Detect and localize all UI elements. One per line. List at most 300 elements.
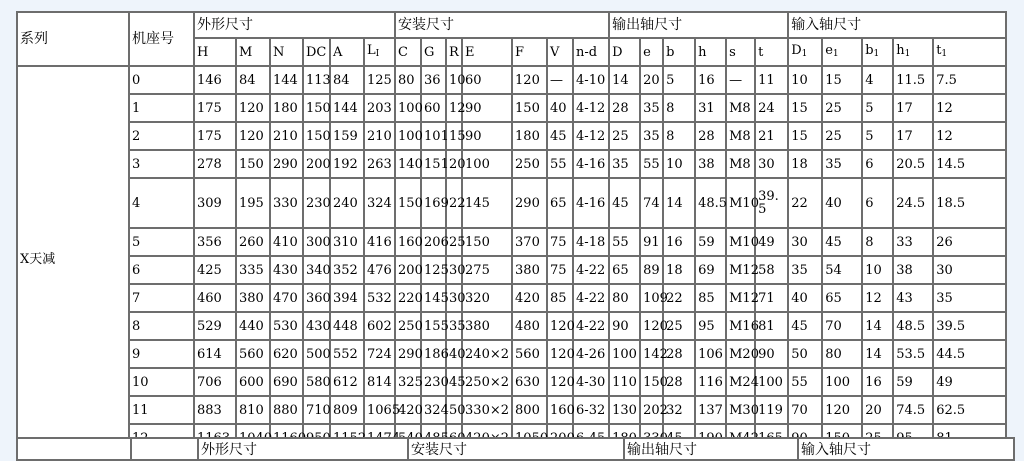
value-cell: 263 bbox=[364, 150, 395, 178]
value-cell: 137 bbox=[695, 396, 726, 424]
value-cell: 106 bbox=[695, 340, 726, 368]
table-row bbox=[17, 94, 1006, 122]
value-cell: 8 bbox=[862, 228, 893, 256]
value-cell: 80 bbox=[822, 340, 862, 368]
value-cell: 85 bbox=[695, 284, 726, 312]
ghost-group-cell: 输出轴尺寸 bbox=[624, 438, 798, 460]
column-symbol: A bbox=[333, 44, 343, 60]
value-cell: 100 bbox=[462, 150, 512, 178]
value-cell: 12 bbox=[933, 122, 1006, 150]
table-row bbox=[17, 150, 1006, 178]
value-cell: 80 bbox=[609, 284, 640, 312]
table-row bbox=[17, 284, 1006, 312]
value-cell: 40 bbox=[446, 340, 462, 368]
value-cell: 8 bbox=[663, 122, 695, 150]
value-cell: 202 bbox=[640, 396, 663, 424]
value-cell: 49 bbox=[933, 368, 1006, 396]
value-cell: 15 bbox=[446, 122, 462, 150]
value-cell: 81 bbox=[755, 312, 788, 340]
value-cell: 150 bbox=[395, 178, 421, 228]
column-symbol: D bbox=[791, 42, 802, 58]
value-cell: M8 bbox=[726, 122, 755, 150]
value-cell: 20.5 bbox=[893, 150, 933, 178]
value-cell: 11.5 bbox=[893, 66, 933, 94]
column-symbol: F bbox=[515, 44, 525, 60]
value-cell: 59 bbox=[893, 368, 933, 396]
value-cell: 120 bbox=[640, 312, 663, 340]
value-cell: 290 bbox=[395, 340, 421, 368]
value-cell: 43 bbox=[893, 284, 933, 312]
column-header bbox=[462, 38, 512, 66]
value-cell: 710 bbox=[303, 396, 330, 424]
value-cell: 144 bbox=[270, 66, 303, 94]
value-cell: 150 bbox=[462, 228, 512, 256]
value-cell: 278 bbox=[194, 150, 236, 178]
value-cell: 380 bbox=[462, 312, 512, 340]
value-cell: 32 bbox=[663, 396, 695, 424]
value-cell: 529 bbox=[194, 312, 236, 340]
value-cell: 580 bbox=[303, 368, 330, 396]
table-row bbox=[17, 340, 1006, 368]
value-cell: 16 bbox=[663, 228, 695, 256]
value-cell: 335 bbox=[236, 256, 270, 284]
value-cell: 470 bbox=[270, 284, 303, 312]
value-cell: 28 bbox=[663, 368, 695, 396]
value-cell: 230 bbox=[421, 368, 446, 396]
value-cell: 360 bbox=[303, 284, 330, 312]
value-cell: 28 bbox=[695, 122, 726, 150]
value-cell: 113 bbox=[303, 66, 330, 94]
value-cell: 75 bbox=[547, 256, 573, 284]
value-cell: 146 bbox=[194, 66, 236, 94]
value-cell: 84 bbox=[330, 66, 364, 94]
group-header: 输入轴尺寸 bbox=[788, 12, 1006, 38]
value-cell: 125 bbox=[421, 256, 446, 284]
column-header bbox=[609, 38, 640, 66]
value-cell: 809 bbox=[330, 396, 364, 424]
value-cell: 95 bbox=[695, 312, 726, 340]
value-cell: 74 bbox=[640, 178, 663, 228]
column-subscript: 1 bbox=[801, 48, 808, 59]
value-cell: 30 bbox=[446, 256, 462, 284]
value-cell: M24 bbox=[726, 368, 755, 396]
value-cell: 810 bbox=[236, 396, 270, 424]
value-cell: 8 bbox=[663, 94, 695, 122]
value-cell: — bbox=[726, 66, 755, 94]
column-symbol: b bbox=[865, 42, 874, 58]
column-header bbox=[270, 38, 303, 66]
value-cell: 6 bbox=[862, 178, 893, 228]
column-symbol: D bbox=[612, 44, 623, 60]
value-cell: 250×2 bbox=[462, 368, 512, 396]
column-symbol: V bbox=[550, 44, 560, 60]
value-cell: 12 bbox=[446, 94, 462, 122]
value-cell: 324 bbox=[364, 178, 395, 228]
value-cell: 4-22 bbox=[573, 256, 609, 284]
value-cell: 50 bbox=[446, 396, 462, 424]
value-cell: 10 bbox=[862, 256, 893, 284]
value-cell: M16 bbox=[726, 312, 755, 340]
value-cell: 85 bbox=[547, 284, 573, 312]
value-cell: 250 bbox=[512, 150, 547, 178]
value-cell: 220 bbox=[395, 284, 421, 312]
table-row bbox=[17, 178, 1006, 228]
table-row bbox=[17, 66, 1006, 94]
value-cell: 45 bbox=[788, 312, 822, 340]
value-cell: 65 bbox=[822, 284, 862, 312]
value-cell: 352 bbox=[330, 256, 364, 284]
value-cell: 35 bbox=[788, 256, 822, 284]
value-cell: 706 bbox=[194, 368, 236, 396]
value-cell: 4-10 bbox=[573, 66, 609, 94]
value-cell: 24 bbox=[755, 94, 788, 122]
value-cell: 25 bbox=[663, 312, 695, 340]
column-symbol: t bbox=[758, 44, 764, 60]
value-cell: 48.5 bbox=[695, 178, 726, 228]
value-cell: 18 bbox=[663, 256, 695, 284]
column-header bbox=[395, 38, 421, 66]
value-cell: 38 bbox=[893, 256, 933, 284]
value-cell: 883 bbox=[194, 396, 236, 424]
value-cell: 10 bbox=[788, 66, 822, 94]
value-cell: 38 bbox=[695, 150, 726, 178]
column-symbol: n-d bbox=[576, 44, 598, 60]
value-cell: M12 bbox=[726, 284, 755, 312]
value-cell: 160 bbox=[395, 228, 421, 256]
frame-number-cell: 6 bbox=[129, 256, 194, 284]
value-cell: 159 bbox=[330, 122, 364, 150]
value-cell: 10 bbox=[446, 66, 462, 94]
value-cell: 6-32 bbox=[573, 396, 609, 424]
value-cell: 20 bbox=[862, 396, 893, 424]
value-cell: 4-26 bbox=[573, 340, 609, 368]
value-cell: 210 bbox=[270, 122, 303, 150]
value-cell: 160 bbox=[547, 396, 573, 424]
value-cell: 18 bbox=[788, 150, 822, 178]
value-cell: 142 bbox=[640, 340, 663, 368]
value-cell: M8 bbox=[726, 150, 755, 178]
column-header bbox=[640, 38, 663, 66]
value-cell: 560 bbox=[236, 340, 270, 368]
value-cell: 45 bbox=[547, 122, 573, 150]
spec-table-container bbox=[16, 11, 1007, 453]
column-header bbox=[236, 38, 270, 66]
column-symbol: C bbox=[398, 44, 408, 60]
column-symbol: e bbox=[825, 42, 833, 58]
column-header bbox=[862, 38, 893, 66]
value-cell: 430 bbox=[303, 312, 330, 340]
value-cell: 11 bbox=[755, 66, 788, 94]
frame-number-cell: 0 bbox=[129, 66, 194, 94]
value-cell: 4-18 bbox=[573, 228, 609, 256]
value-cell: 200 bbox=[303, 150, 330, 178]
value-cell: 39.5 bbox=[933, 312, 1006, 340]
value-cell: 532 bbox=[364, 284, 395, 312]
value-cell: 35 bbox=[609, 150, 640, 178]
value-cell: 175 bbox=[194, 122, 236, 150]
value-cell: 35 bbox=[822, 150, 862, 178]
value-cell: 100 bbox=[395, 122, 421, 150]
column-subscript: 1 bbox=[941, 48, 948, 59]
value-cell: 155 bbox=[421, 312, 446, 340]
value-cell: 55 bbox=[788, 368, 822, 396]
column-symbol: N bbox=[273, 44, 285, 60]
value-cell: 300 bbox=[303, 228, 330, 256]
frame-number-cell: 4 bbox=[129, 178, 194, 228]
value-cell: 30 bbox=[446, 284, 462, 312]
value-cell: 125 bbox=[364, 66, 395, 94]
value-cell: 5 bbox=[862, 122, 893, 150]
value-cell: 35 bbox=[933, 284, 1006, 312]
value-cell: 55 bbox=[547, 150, 573, 178]
value-cell: 21 bbox=[755, 122, 788, 150]
value-cell: 55 bbox=[640, 150, 663, 178]
value-cell: 84 bbox=[236, 66, 270, 94]
value-cell: 500 bbox=[303, 340, 330, 368]
value-cell: 416 bbox=[364, 228, 395, 256]
value-cell: 25 bbox=[822, 94, 862, 122]
value-cell: 30 bbox=[788, 228, 822, 256]
value-cell: 75 bbox=[547, 228, 573, 256]
value-cell: 14 bbox=[862, 312, 893, 340]
value-cell: 109 bbox=[640, 284, 663, 312]
value-cell: 12 bbox=[862, 284, 893, 312]
value-cell: 120 bbox=[547, 368, 573, 396]
value-cell: 203 bbox=[364, 94, 395, 122]
value-cell: M30 bbox=[726, 396, 755, 424]
value-cell: 65 bbox=[609, 256, 640, 284]
value-cell: 440 bbox=[236, 312, 270, 340]
value-cell: 530 bbox=[270, 312, 303, 340]
value-cell: 120 bbox=[512, 66, 547, 94]
value-cell: 151 bbox=[421, 150, 446, 178]
value-cell: 65 bbox=[547, 178, 573, 228]
ghost-cell bbox=[17, 438, 131, 460]
column-header bbox=[364, 38, 395, 66]
value-cell: 25 bbox=[822, 122, 862, 150]
value-cell: M20 bbox=[726, 340, 755, 368]
value-cell: 320 bbox=[462, 284, 512, 312]
value-cell: 120 bbox=[236, 94, 270, 122]
value-cell: 340 bbox=[303, 256, 330, 284]
value-cell: 80 bbox=[395, 66, 421, 94]
value-cell: 4-16 bbox=[573, 150, 609, 178]
value-cell: 120 bbox=[547, 312, 573, 340]
group-header: 输出轴尺寸 bbox=[609, 12, 788, 38]
value-cell: 116 bbox=[695, 368, 726, 396]
value-cell: 40 bbox=[547, 94, 573, 122]
value-cell: 144 bbox=[330, 94, 364, 122]
value-cell: 195 bbox=[236, 178, 270, 228]
column-symbol: e bbox=[643, 44, 651, 60]
column-header bbox=[194, 38, 236, 66]
value-cell: 35 bbox=[640, 94, 663, 122]
value-cell: 100 bbox=[755, 368, 788, 396]
value-cell: 330×2 bbox=[462, 396, 512, 424]
value-cell: 71 bbox=[755, 284, 788, 312]
value-cell: 4 bbox=[862, 66, 893, 94]
value-cell: 62.5 bbox=[933, 396, 1006, 424]
value-cell: 145 bbox=[421, 284, 446, 312]
value-cell: 560 bbox=[512, 340, 547, 368]
value-cell: 206 bbox=[421, 228, 446, 256]
value-cell: 100 bbox=[609, 340, 640, 368]
value-cell: 169 bbox=[421, 178, 446, 228]
value-cell: 16 bbox=[862, 368, 893, 396]
frame-header: 机座号 bbox=[129, 12, 194, 66]
column-header bbox=[726, 38, 755, 66]
value-cell: 28 bbox=[663, 340, 695, 368]
value-cell: 35 bbox=[640, 122, 663, 150]
column-subscript: 1 bbox=[873, 48, 880, 59]
value-cell: 150 bbox=[303, 94, 330, 122]
value-cell: 54 bbox=[822, 256, 862, 284]
value-cell: M10 bbox=[726, 178, 755, 228]
value-cell: 40 bbox=[822, 178, 862, 228]
value-cell: 53.5 bbox=[893, 340, 933, 368]
value-cell: 552 bbox=[330, 340, 364, 368]
value-cell: 59 bbox=[695, 228, 726, 256]
value-cell: 145 bbox=[462, 178, 512, 228]
column-symbol: h bbox=[896, 42, 905, 58]
value-cell: 380 bbox=[236, 284, 270, 312]
value-cell: 49 bbox=[755, 228, 788, 256]
table-row bbox=[17, 228, 1006, 256]
value-cell: 39.5 bbox=[755, 178, 788, 228]
value-cell: 690 bbox=[270, 368, 303, 396]
value-cell: 430 bbox=[270, 256, 303, 284]
column-symbol: s bbox=[729, 44, 736, 60]
value-cell: — bbox=[547, 66, 573, 94]
value-cell: 200 bbox=[395, 256, 421, 284]
value-cell: 25 bbox=[609, 122, 640, 150]
column-subscript: I bbox=[375, 48, 380, 59]
value-cell: 55 bbox=[609, 228, 640, 256]
value-cell: 58 bbox=[755, 256, 788, 284]
value-cell: 30 bbox=[755, 150, 788, 178]
value-cell: 14.5 bbox=[933, 150, 1006, 178]
frame-number-cell: 2 bbox=[129, 122, 194, 150]
value-cell: 16 bbox=[695, 66, 726, 94]
value-cell: 4-16 bbox=[573, 178, 609, 228]
value-cell: 612 bbox=[330, 368, 364, 396]
value-cell: 90 bbox=[462, 122, 512, 150]
value-cell: 356 bbox=[194, 228, 236, 256]
column-header bbox=[755, 38, 788, 66]
column-header bbox=[695, 38, 726, 66]
value-cell: 120 bbox=[236, 122, 270, 150]
value-cell: 150 bbox=[236, 150, 270, 178]
value-cell: 600 bbox=[236, 368, 270, 396]
value-cell: 480 bbox=[512, 312, 547, 340]
column-subscript: 1 bbox=[832, 48, 839, 59]
value-cell: 22 bbox=[788, 178, 822, 228]
value-cell: 260 bbox=[236, 228, 270, 256]
column-header bbox=[303, 38, 330, 66]
column-symbol: M bbox=[239, 44, 253, 60]
frame-number-cell: 11 bbox=[129, 396, 194, 424]
value-cell: 48.5 bbox=[893, 312, 933, 340]
value-cell: 60 bbox=[421, 94, 446, 122]
value-cell: 25 bbox=[446, 228, 462, 256]
column-symbol: b bbox=[666, 44, 675, 60]
value-cell: 100 bbox=[395, 94, 421, 122]
value-cell: 100 bbox=[822, 368, 862, 396]
ghost-group-cell: 安装尺寸 bbox=[408, 438, 624, 460]
value-cell: 120 bbox=[822, 396, 862, 424]
value-cell: 250 bbox=[395, 312, 421, 340]
value-cell: 30 bbox=[933, 256, 1006, 284]
value-cell: 15 bbox=[822, 66, 862, 94]
table-row bbox=[17, 312, 1006, 340]
next-table-header-partial bbox=[16, 437, 1015, 461]
value-cell: 800 bbox=[512, 396, 547, 424]
column-symbol: L bbox=[367, 42, 376, 58]
frame-number-cell: 8 bbox=[129, 312, 194, 340]
spec-table bbox=[16, 11, 1007, 453]
value-cell: 4-12 bbox=[573, 122, 609, 150]
value-cell: 290 bbox=[270, 150, 303, 178]
value-cell: 40 bbox=[788, 284, 822, 312]
value-cell: 420 bbox=[512, 284, 547, 312]
table-row bbox=[17, 256, 1006, 284]
value-cell: 45 bbox=[446, 368, 462, 396]
value-cell: 150 bbox=[640, 368, 663, 396]
value-cell: 240 bbox=[330, 178, 364, 228]
column-header bbox=[330, 38, 364, 66]
frame-number-cell: 7 bbox=[129, 284, 194, 312]
value-cell: 74.5 bbox=[893, 396, 933, 424]
value-cell: 140 bbox=[395, 150, 421, 178]
value-cell: 14 bbox=[609, 66, 640, 94]
value-cell: 230 bbox=[303, 178, 330, 228]
value-cell: 324 bbox=[421, 396, 446, 424]
value-cell: 101 bbox=[421, 122, 446, 150]
value-cell: 420 bbox=[395, 396, 421, 424]
ghost-group-cell: 输入轴尺寸 bbox=[798, 438, 1014, 460]
value-cell: 325 bbox=[395, 368, 421, 396]
value-cell: 330 bbox=[270, 178, 303, 228]
column-header bbox=[822, 38, 862, 66]
value-cell: 880 bbox=[270, 396, 303, 424]
value-cell: 35 bbox=[446, 312, 462, 340]
table-row bbox=[17, 396, 1006, 424]
series-header: 系列 bbox=[17, 12, 129, 66]
value-cell: 18.5 bbox=[933, 178, 1006, 228]
column-header bbox=[933, 38, 1006, 66]
value-cell: 620 bbox=[270, 340, 303, 368]
value-cell: 70 bbox=[788, 396, 822, 424]
value-cell: 7.5 bbox=[933, 66, 1006, 94]
value-cell: 14 bbox=[663, 178, 695, 228]
value-cell: 814 bbox=[364, 368, 395, 396]
value-cell: 476 bbox=[364, 256, 395, 284]
value-cell: 20 bbox=[640, 66, 663, 94]
value-cell: 90 bbox=[609, 312, 640, 340]
value-cell: 70 bbox=[822, 312, 862, 340]
ghost-group-cell: 外形尺寸 bbox=[198, 438, 408, 460]
value-cell: 5 bbox=[862, 94, 893, 122]
value-cell: 240×2 bbox=[462, 340, 512, 368]
value-cell: 394 bbox=[330, 284, 364, 312]
value-cell: 45 bbox=[609, 178, 640, 228]
value-cell: 448 bbox=[330, 312, 364, 340]
value-cell: 370 bbox=[512, 228, 547, 256]
value-cell: 20 bbox=[446, 150, 462, 178]
column-symbol: H bbox=[197, 44, 209, 60]
value-cell: 15 bbox=[788, 94, 822, 122]
value-cell: 180 bbox=[512, 122, 547, 150]
